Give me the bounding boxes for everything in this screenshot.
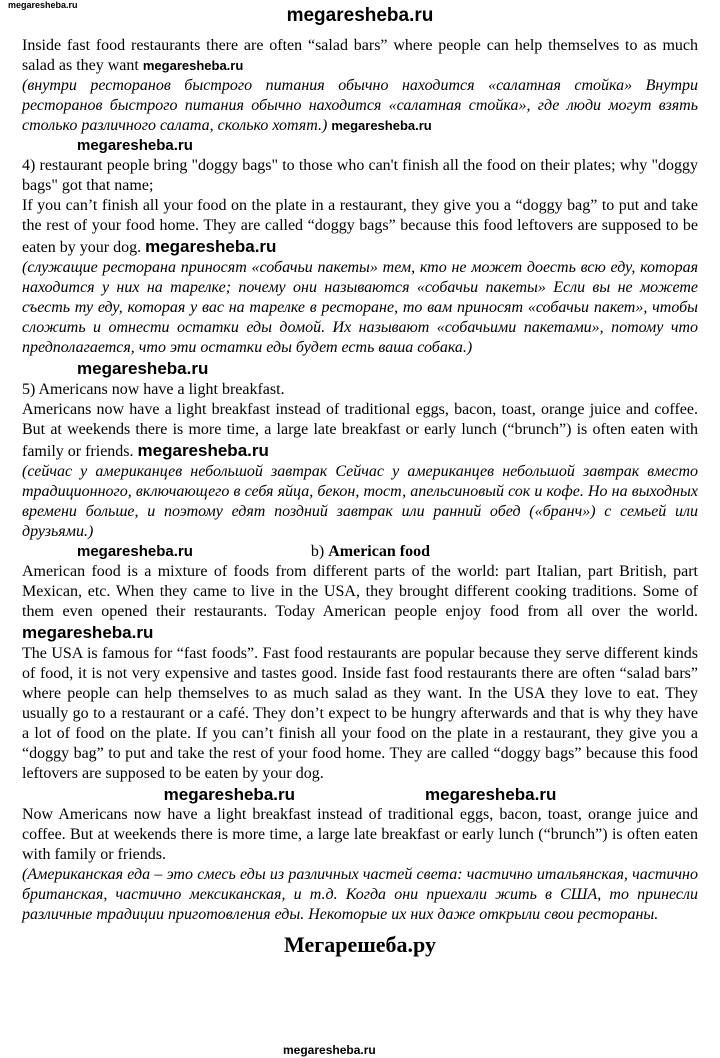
paragraph-salad-russian xyxy=(22,76,698,136)
paragraph-item5-heading: 5) Americans now have a light breakfast. xyxy=(22,380,285,398)
inline-watermark: megaresheba.ru xyxy=(331,117,432,133)
section-b-heading-line xyxy=(22,542,698,562)
inline-watermark: megaresheba.ru xyxy=(142,57,244,73)
paragraph-doggy-english xyxy=(22,196,698,258)
watermark-text: megaresheba.ru xyxy=(425,784,557,804)
section-b-prefix: b) xyxy=(310,542,329,560)
watermark-text: megaresheba.ru xyxy=(77,136,193,154)
paragraph-salad-english xyxy=(22,36,698,76)
inline-watermark: megaresheba.ru xyxy=(145,236,277,256)
salad-english-text: Inside fast food restaurants there are often “salad bars” where people can help themselves to as much salad as they want xyxy=(22,36,698,74)
american-mix-text: American food is a mixture of foods from different parts of the world: part Italian, part British, part Mexican, etc. When they came to live in the USA, they brought different cooking traditions. Some of them even opened their restaurants. Today American people enjoy food from all over the world. xyxy=(22,562,698,620)
watermark-bottom-clipped: megaresheba.ru xyxy=(283,1043,376,1057)
section-b-title: American food xyxy=(328,542,430,560)
paragraph-american-breakfast: Now Americans now have a light breakfast instead of traditional eggs, bacon, toast, orange juice and coffee. But at weekends there is more time, a large late breakfast or early lunch (“brunch”) is often eaten with family or friends. xyxy=(22,806,698,863)
paragraph-doggy-russian: (служащие ресторана приносят «собачьи пакеты» тем, кто не может доесть всю еду, которая находится у них на тарелке; почему они называются «собачьи пакеты» Если вы не можете съесть ту еду, которая у вас на тарелке в ресторане, то вам приносят «собачьи пакет», чтобы сложить и отнести остатки еды домой. Их называют «собачьими пакетами», потому что предполагается, что эти остатки еды будет есть ваша собака.) xyxy=(22,258,698,356)
section-b-label xyxy=(311,543,430,560)
inline-watermark: megaresheba.ru xyxy=(137,440,269,460)
double-watermark-line xyxy=(22,784,698,805)
breakfast-english-text: Americans now have a light breakfast instead of traditional eggs, bacon, toast, orange juice and coffee. But at weekends there is more time, a large late breakfast or early lunch (“brunch”) is often eaten with family or friends. xyxy=(22,400,698,460)
standalone-watermark-line-2 xyxy=(22,358,698,380)
paragraph-breakfast-english xyxy=(22,400,698,462)
doggy-english-text: If you can’t finish all your food on the plate in a restaurant, they give you a “doggy bag” to put and take the rest of your food home. They are called “doggy bags” because this food leftovers are supposed to be eaten by your dog. xyxy=(22,196,698,256)
watermark-top-left: megaresheba.ru xyxy=(8,0,78,10)
paragraph-american-fastfood: The USA is famous for “fast foods”. Fast food restaurants are popular because they serve different kinds of food, it is not very expensive and tastes good. Inside fast food restaurants there are often “salad bars” where people can help themselves to as much salad as they want. In the USA they love to eat. They usually go to a restaurant or a café. They don’t expect to be hungry afterwards and that is why they have a lot of food on the plate. If you can’t finish all your food on the plate in a restaurant, they give you a “doggy bag” to put and take the rest of your food home. They are called “doggy bags” because this food leftovers are supposed to be eaten by your dog. xyxy=(22,644,698,782)
paragraph-american-mix xyxy=(22,562,698,644)
standalone-watermark-line-1 xyxy=(22,136,698,156)
watermark-text: megaresheba.ru xyxy=(77,358,209,378)
page-header-watermark: megaresheba.ru xyxy=(286,5,434,26)
salad-russian-text: (внутри ресторанов быстрого питания обычно находится «салатная стойка» Внутри ресторанов быстрого питания обычно находится «салатная стойка», где люди могут взять столько различного салата, сколько хотят.) xyxy=(22,76,698,134)
inline-watermark: megaresheba.ru xyxy=(22,622,154,642)
page-footer-watermark: Мегарешеба.ру xyxy=(283,932,436,957)
paragraph-item4-heading: 4) restaurant people bring "doggy bags" to those who can't finish all the food on their plates; why "doggy bags" got that name; xyxy=(22,156,698,194)
watermark-text: megaresheba.ru xyxy=(163,784,295,804)
watermark-text: megaresheba.ru xyxy=(77,542,193,560)
paragraph-american-russian: (Американская еда – это смесь еды из различных частей света: частично итальянская, частично британская, частично мексиканская, и т.д. Когда они приехали жить в США, то принесли различные традиции приготовления еды. Некоторые их них даже открыли свои рестораны. xyxy=(22,866,698,923)
paragraph-breakfast-russian: (сейчас у американцев небольшой завтрак Сейчас у американцев небольшой завтрак вместо традиционного, включающего в себя яйца, бекон, тост, апельсиновый сок и кофе. Но на выходных времени больше, и поэтому едят поздний завтрак или ранний обед («бранч») с семьей или друзьями.) xyxy=(22,462,698,540)
